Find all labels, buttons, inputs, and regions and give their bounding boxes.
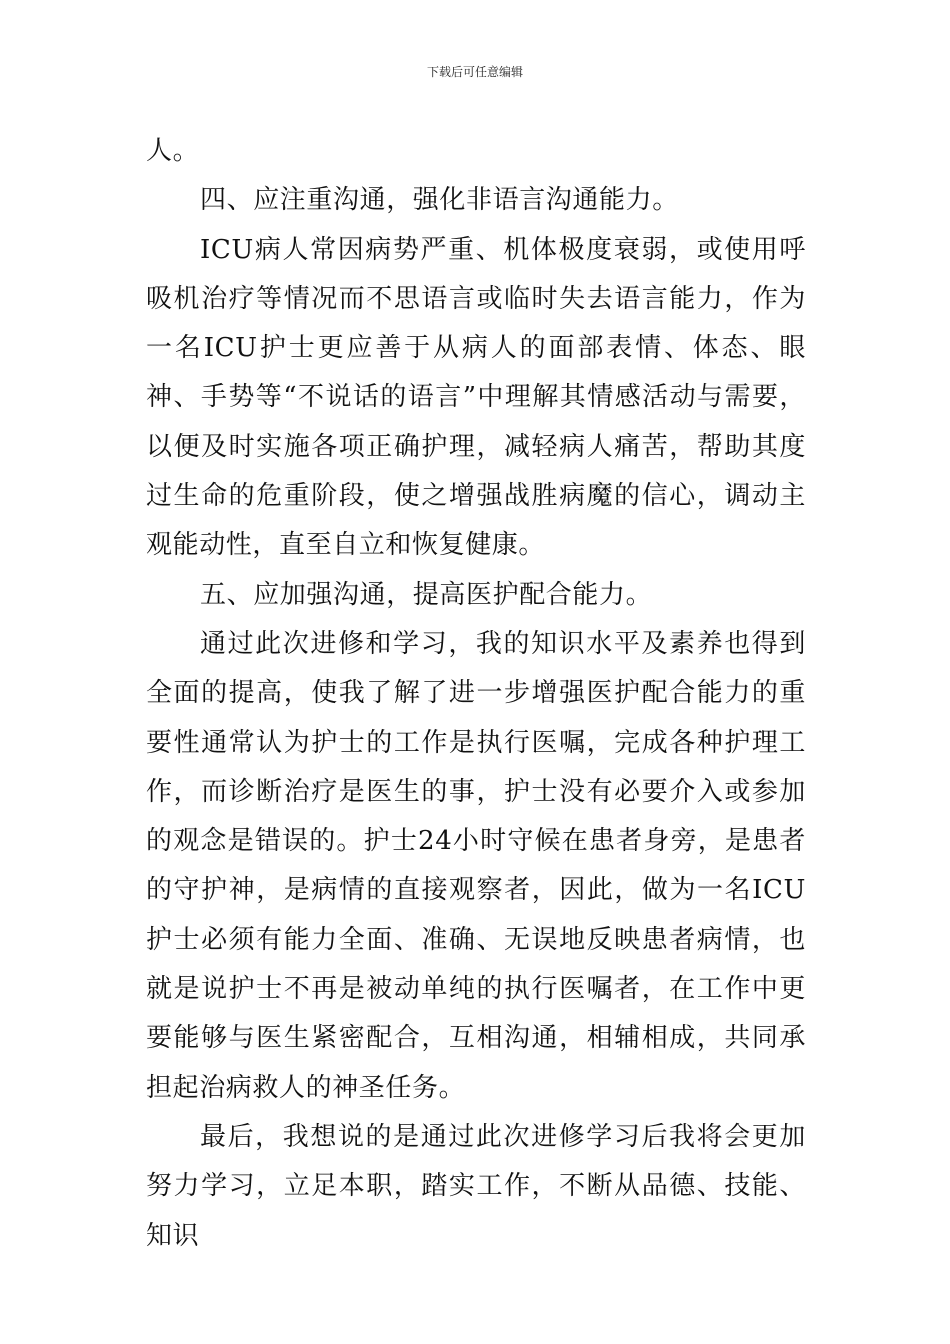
document-body — [146, 127, 806, 1261]
paragraph-3: ICU病人常因病势严重、机体极度衰弱，或使用呼吸机治疗等情况而不思语言或临时失去语言能力，作为一名ICU护士更应善于从病人的面部表情、体态、眼神、手势等“不说话的语言”中理解其情感活动与需要，以便及时实施各项正确护理，减轻病人痛苦，帮助其度过生命的危重阶段，使之增强战胜病魔的信心，调动主观能动性，直至自立和恢复健康。 — [146, 234, 806, 561]
paragraph-4: 五、应加强沟通，提高医护配合能力。 — [200, 579, 653, 610]
paragraph-5: 通过此次进修和学习，我的知识水平及素养也得到全面的提高，使我了解了进一步增强医护配合能力的重要性通常认为护士的工作是执行医嘱，完成各种护理工作，而诊断治疗是医生的事，护士没有必要介入或参加的观念是错误的。护士24小时守候在患者身旁，是患者的守护神，是病情的直接观察者，因此，做为一名ICU护士必须有能力全面、准确、无误地反映患者病情，也就是说护士不再是被动单纯的执行医嘱者，在工作中更要能够与医生紧密配合，互相沟通，相辅相成，共同承担起治病救人的神圣任务。 — [146, 628, 806, 1103]
paragraph-1: 人。 — [146, 136, 200, 166]
paragraph-6: 最后，我想说的是通过此次进修学习后我将会更加努力学习，立足本职，踏实工作，不断从品德、技能、知识 — [146, 1121, 806, 1251]
page-header: 下载后可任意编辑 — [426, 65, 523, 79]
paragraph-2: 四、应注重沟通，强化非语言沟通能力。 — [200, 185, 679, 216]
